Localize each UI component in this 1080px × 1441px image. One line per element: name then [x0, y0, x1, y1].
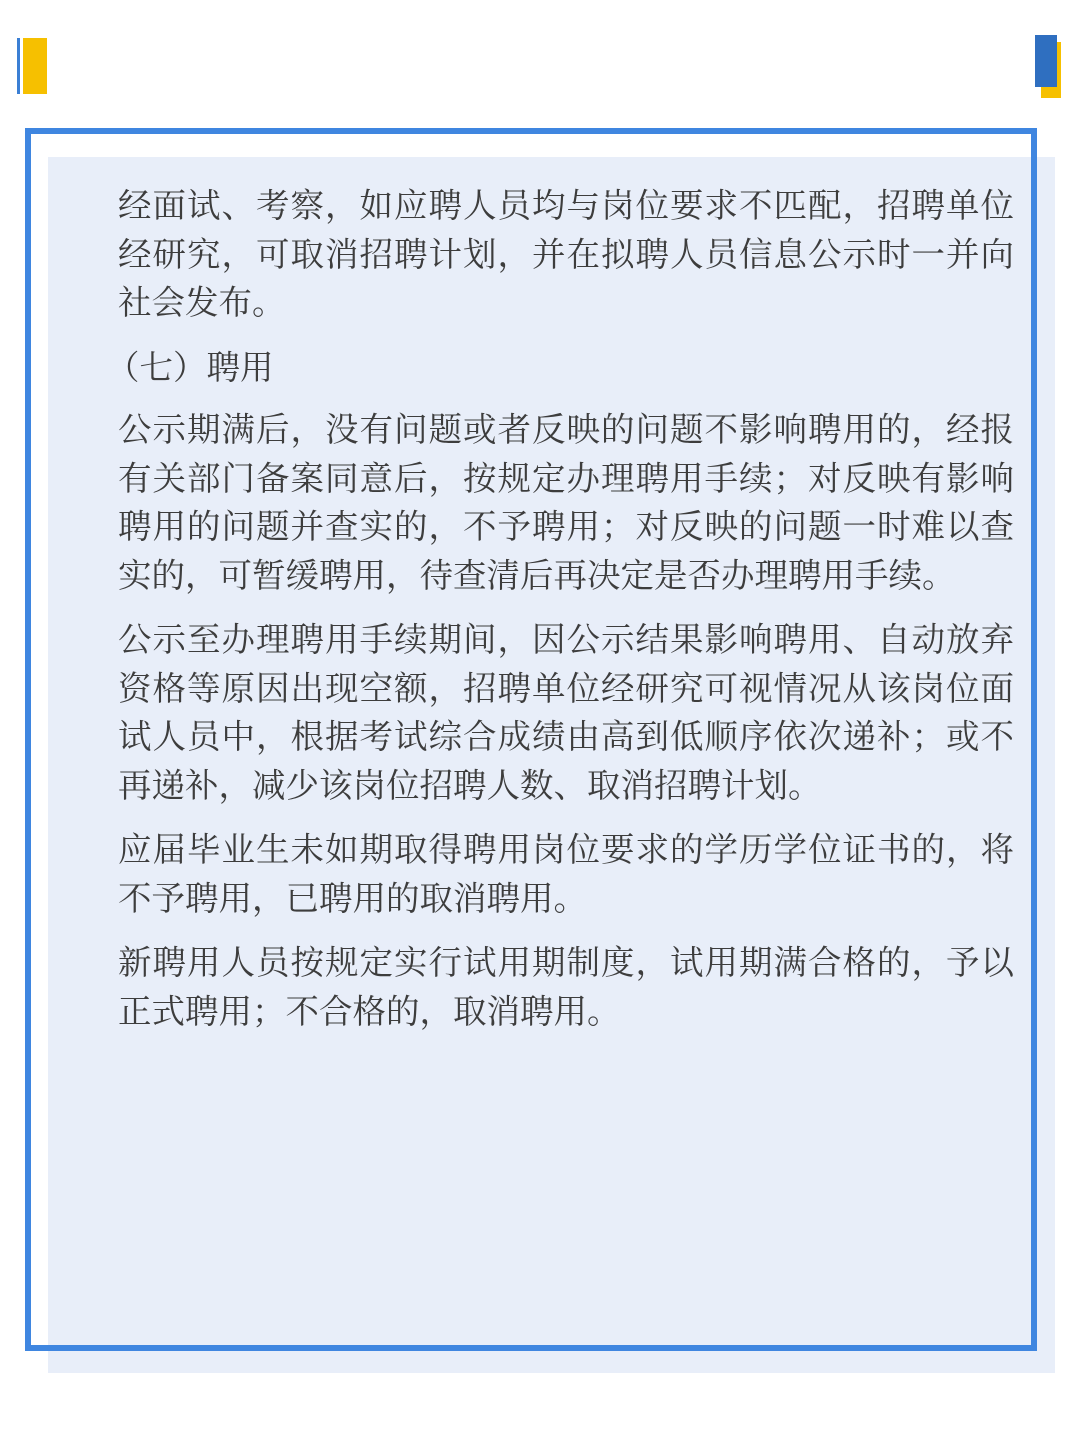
- section-heading-employment: （七）聘用: [106, 347, 274, 387]
- paragraph-after-publicity: 公示期满后，没有问题或者反映的问题不影响聘用的，经报有关部门备案同意后，按规定办理聘用手续；对反映有影响聘用的问题并查实的，不予聘用；对反映的问题一时难以查实的，可暂缓聘用，待查清后再决定是否办理聘用手续。: [118, 410, 1014, 595]
- paragraph-cancel-plan: 经面试、考察，如应聘人员均与岗位要求不匹配，招聘单位经研究，可取消招聘计划，并在拟聘人员信息公示时一并向社会发布。: [118, 186, 1014, 322]
- paragraph-vacancy-supplement: 公示至办理聘用手续期间，因公示结果影响聘用、自动放弃资格等原因出现空额，招聘单位经研究可视情况从该岗位面试人员中，根据考试综合成绩由高到低顺序依次递补；或不再递补，减少该岗位招聘人数、取消招聘计划。: [118, 620, 1014, 805]
- document-body: [106, 182, 1014, 1052]
- paragraph-probation: 新聘用人员按规定实行试用期制度，试用期满合格的，予以正式聘用；不合格的，取消聘用。: [118, 943, 1014, 1031]
- corner-decoration-line: [17, 38, 20, 94]
- paragraph-graduates: 应届毕业生未如期取得聘用岗位要求的学历学位证书的，将不予聘用，已聘用的取消聘用。: [118, 830, 1014, 918]
- corner-decoration-bar: [23, 38, 47, 94]
- corner-decoration-block: [1035, 35, 1057, 87]
